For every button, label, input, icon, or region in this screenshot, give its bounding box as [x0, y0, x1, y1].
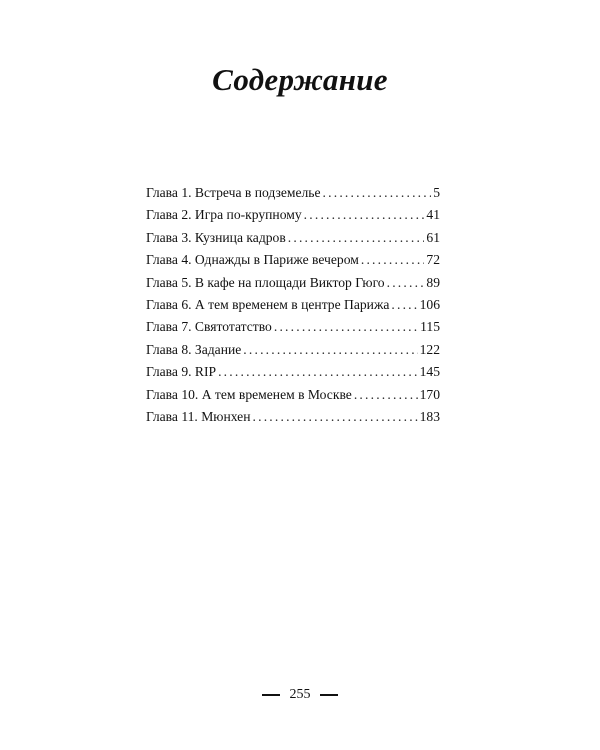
dot-leader — [243, 339, 417, 361]
toc-entry-title: Глава 11. Мюнхен — [146, 408, 251, 424]
toc-entry — [146, 406, 440, 428]
toc-entry-page: 122 — [419, 341, 440, 357]
dot-leader — [253, 406, 418, 428]
dot-leader — [391, 294, 417, 316]
toc-entry — [146, 182, 440, 204]
toc-entry-title: Глава 4. Однажды в Париже вечером — [146, 252, 359, 268]
dot-leader — [361, 249, 425, 271]
em-dash-left — [262, 694, 280, 695]
toc-entry-page: 183 — [419, 408, 440, 424]
toc-entry-page: 5 — [433, 185, 440, 200]
page-title: Содержание — [212, 62, 388, 97]
dot-leader — [288, 227, 425, 249]
dot-leader — [387, 272, 425, 294]
page-number: 255 — [289, 687, 311, 702]
dot-leader — [323, 182, 432, 204]
toc-entry-page: 170 — [419, 386, 440, 402]
toc-entry-title: Глава 1. Встреча в подземелье — [146, 185, 321, 200]
toc-entry — [146, 361, 440, 383]
dot-leader — [274, 316, 418, 338]
em-dash-right — [320, 694, 338, 695]
toc-entry-page: 145 — [419, 364, 440, 380]
toc-entry-title: Глава 6. А тем временем в центре Парижа — [146, 296, 390, 312]
toc-entry-page: 41 — [426, 207, 440, 223]
toc-entry-title: Глава 8. Задание — [146, 341, 242, 357]
toc-entry — [146, 316, 440, 338]
toc-entry-title: Глава 10. А тем временем в Москве — [146, 386, 352, 402]
toc-entry-title: Глава 3. Кузница кадров — [146, 229, 286, 245]
toc-entry-page: 115 — [420, 319, 440, 335]
toc-entry-title: Глава 9. RIP — [146, 364, 217, 380]
table-of-contents — [146, 182, 440, 428]
dot-leader — [354, 384, 418, 406]
dot-leader — [218, 361, 418, 383]
toc-entry — [146, 227, 440, 249]
toc-entry-page: 106 — [419, 296, 440, 312]
toc-entry — [146, 272, 440, 294]
toc-entry-title: Глава 2. Игра по-крупному — [146, 207, 302, 223]
toc-entry-page: 72 — [426, 252, 440, 268]
toc-entry — [146, 204, 440, 226]
dot-leader — [304, 204, 425, 226]
toc-entry — [146, 339, 440, 361]
page-footer — [0, 687, 600, 703]
toc-entry — [146, 249, 440, 271]
toc-entry-title: Глава 7. Святотатство — [146, 319, 272, 335]
toc-entry-title: Глава 5. В кафе на площади Виктор Гюго — [146, 274, 385, 290]
toc-entry — [146, 384, 440, 406]
toc-entry — [146, 294, 440, 316]
toc-entry-page: 61 — [426, 229, 440, 245]
toc-entry-page: 89 — [426, 274, 440, 290]
